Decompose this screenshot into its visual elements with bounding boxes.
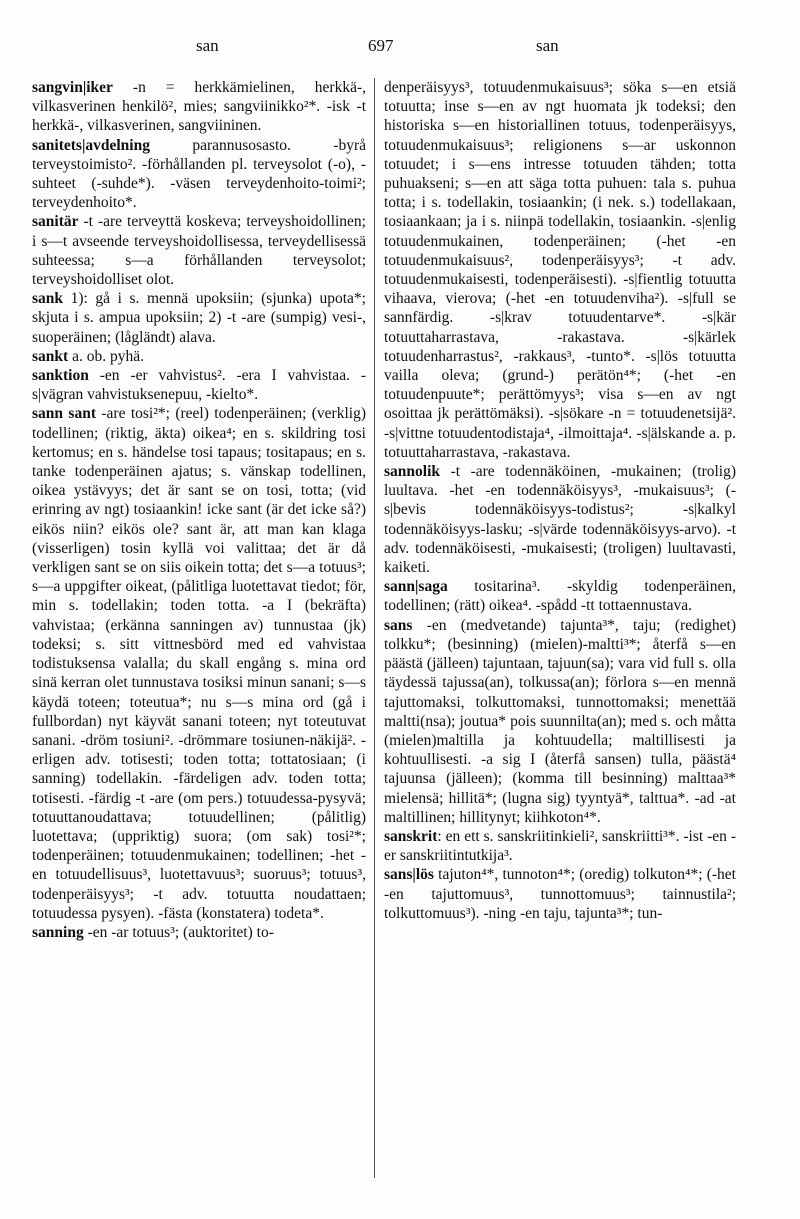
dictionary-entry	[32, 366, 366, 404]
right-column	[384, 78, 736, 923]
dictionary-entry	[32, 289, 366, 347]
entry-definition: -t -are todennäköinen, -mukainen; (trolig) luultava. -het -en todennäköisyys³, -mukaisuus³; (-s|bevis todennäköisyys-todistus²; -s|kalkyl todennäköisyys-lasku; -s|värde todennäköisyys-arvo). -t adv. todennäköisesti, -mukaisesti; (troligen) luultavasti, kaiketi.	[384, 463, 736, 577]
dictionary-entry	[32, 347, 366, 366]
entry-definition: -are tosi²*; (reel) todenperäinen; (verklig) todellinen; (riktig, äkta) oikea⁴; en s. skildring tosi kertomus; en s. händelse tosi tapaus; tositapaus; en s. tanke todenperäinen ajatus; s. vänskap todellinen, oikea ystävyys; det är sant se on tosi, totta; (vid erinring av ngt) tosiaankin! icke sant (är det icke så?) eikös niin? eikös ole? sant är, att man kan klaga (visserligen) tosin kyllä voi valittaa; det är då verkligen sant se on siis oikein totta; det s—a totuus³; s—a uppgifter oikeat, (pålitliga luotettavat tiedot; för, min s. todellakin; toden totta. -a I (bekräfta) vahvistaa; (erkänna sanningen av) tunnustaa (jk) todeksi; s. sitt vittnesbörd med ed vahvistaa todistuksensa valalla; du skall engång s. mina ord sinä kerran olet tunnustava tosiksi minun sanani; s—s käydä toteen; toteutua*; nu s—s mina ord (gå i fullbordan) nyt käyvät sanani toteen; nyt toteutuvat sanani. -dröm tosiuni². -drömmare tosiunen-näkijä². -erligen adv. totisesti; toden totta; tottatosiaan; (i sanning) todellakin. -färdeligen adv. toden totta; totisesti. -färdig -t -are (om pers.) totuudessa-pysyvä; totuuttanoudattava; totuudellinen; (pålitlig) luotettava; (uppriktig) suora; (om sak) tosi²*; todenperäinen; totuudenmukainen; todellinen; -het -en totuudellisuus³, luotettavuus³; suoruus³; totuus³, todenperäisyys³; -t adv. totuutta noudattaen; totuudessa pysyen). -fästa (konstatera) todeta*.	[32, 405, 366, 922]
entry-headword: sankt	[32, 347, 69, 365]
entry-definition: denperäisyys³, totuudenmukaisuus³; söka s—en etsiä totuutta; inse s—en av ngt huomata jk todeksi; den historiska s—en historiallinen totuus, todenperäisyys, totuudenmukaisuus³; religionens s—ar uskonnon totuudet; i s—ens intresse totuuden tähden; totta puhuakseni; s—en att säga totta puhuen: tala s. puhua totta; i s. todellakin, tosiaankin; (i nek. s.) todellakaan, tosiaankaan; ja i s. niinpä todellakin, tosiaankin. -s|enlig totuudenmukainen, todenperäinen; (-het -en totuudenmukaisuus², todenperäisyys³; -t adv. totuudenmukaisesti, todenperäisesti). -s|fientlig totuutta vihaava, vierova; (-het -en totuudenviha²). -s|full se sannfärdig. -s|krav totuudentarve*. -s|kär totuuttaharrastava, -rakastava. -s|kärlek totuudenharrastus², -rakkaus³, -tunto*. -s|lös totuutta vailla oleva; (grund-) perätön⁴*; (-het -en totuudenpuute*; perättömyys³; visa s—en av ngt osoittaa jk perättömäksi). -s|sökare -n = totuudenetsijä². -s|vittne totuudentodistaja⁴, -ilmoittaja⁴. -s|älskande a. p. totuuttaharrastava, -rakastava.	[384, 79, 736, 461]
entry-headword: sans|lös	[384, 866, 434, 884]
entry-headword: sann|saga	[384, 578, 448, 596]
dictionary-entry	[384, 462, 736, 577]
entry-definition: -en -er vahvistus². -era I vahvistaa. -s|vägran vahvistuksenepuu, -kielto*.	[32, 367, 366, 404]
entry-definition: : en ett s. sanskriitinkieli², sanskriitti³*. -ist -en -er sanskriitintutkija³.	[384, 827, 736, 865]
entry-headword: sangvin|iker	[32, 79, 113, 96]
page-number: 697	[368, 36, 394, 55]
entry-definition: 1): gå i s. mennä upoksiin; (sjunka) upota*; skjuta i s. ampua upoksiin; 2) -t -are (sumpig) vesi-, suoperäinen; (lågländt) alava.	[32, 290, 366, 346]
entry-definition: -t -are terveyttä koskeva; terveyshoidollinen; i s—t avseende terveyshoidollisessa, terveydellisessä suhteessa; s—a förhållanden terveysolot; terveyshoidolliset olot.	[32, 213, 366, 289]
dictionary-entry	[384, 616, 736, 827]
dictionary-entry	[32, 212, 366, 289]
entry-headword: sannolik	[384, 463, 441, 481]
dictionary-entry	[32, 78, 366, 136]
column-divider	[374, 78, 375, 1178]
entry-headword: sanitär	[32, 213, 79, 231]
entry-headword: sanktion	[32, 367, 89, 385]
entry-headword: sanitets|avdelning	[32, 136, 150, 154]
entry-headword: sanning	[32, 923, 84, 941]
entry-definition: a. ob. pyhä.	[68, 347, 144, 365]
entry-headword: sann sant	[32, 405, 96, 423]
entry-definition: tajuton⁴*, tunnoton⁴*; (oredig) tolkuton⁴*; (-het -en tajuttomuus³, tunnottomuus³; tainnustila²; tolkuttomuus³). -ning -en taju, tajunta³*; tun-	[384, 866, 736, 922]
entry-headword: sank	[32, 290, 64, 308]
dictionary-entry	[384, 827, 736, 865]
dictionary-entry	[32, 404, 366, 922]
header-left-guideword: san	[196, 36, 219, 55]
entry-headword: sanskrit	[384, 827, 438, 845]
dictionary-entry	[384, 78, 736, 462]
entry-definition: parannusosasto. -byrå terveystoimisto². -förhållanden pl. terveysolot (-o), -suhteet (-suhde*). -väsen terveydenhoito-toimi²; terveydenhoito*.	[32, 136, 366, 212]
dictionary-entry	[384, 865, 736, 923]
left-column	[32, 78, 366, 942]
dictionary-entry	[384, 577, 736, 615]
entry-definition: -en -ar totuus³; (auktoritet) to-	[83, 923, 274, 941]
page-header	[0, 36, 800, 60]
header-right-guideword: san	[536, 36, 559, 55]
entry-definition: -en (medvetande) tajunta³*, taju; (redighet) tolkku*; (besinning) (mielen)-maltti³*; återfå s—en päästä (jälleen) tajuntaan, tajuun(sa); vara vid full s. olla täydessä tajussa(an), tolkussa(an); förlora s—en mennä tajuttomaksi, tolkuttomaksi, tunnottomaksi; menettää maltti(nsa); joutua* pois suunnilta(an); med s. och måtta (mielen)maltilla ja kohtuudella; maltillisesti ja kohtuullisesti. -a sig I (återfå sansen) tulla, päästä⁴ tajuunsa (jälleen); (komma till besinning) malttaa³* mielensä; hillitä*; (lugna sig) tyyntyä*, talttua*. -ad -at maltillinen; hillitynyt; kiihkoton⁴*.	[384, 616, 736, 826]
dictionary-entry	[32, 923, 366, 942]
entry-definition: tositarina³. -skyldig todenperäinen, todellinen; (rätt) oikea⁴. -spådd -tt tottaennustava.	[384, 578, 736, 615]
entry-definition: -n = herkkämielinen, herkkä-, vilkasverinen henkilö², mies; sangviinikko²*. -isk -t herkkä-, vilkasverinen, sangviininen.	[32, 79, 366, 135]
dictionary-entry	[32, 136, 366, 213]
entry-headword: sans	[384, 616, 413, 634]
